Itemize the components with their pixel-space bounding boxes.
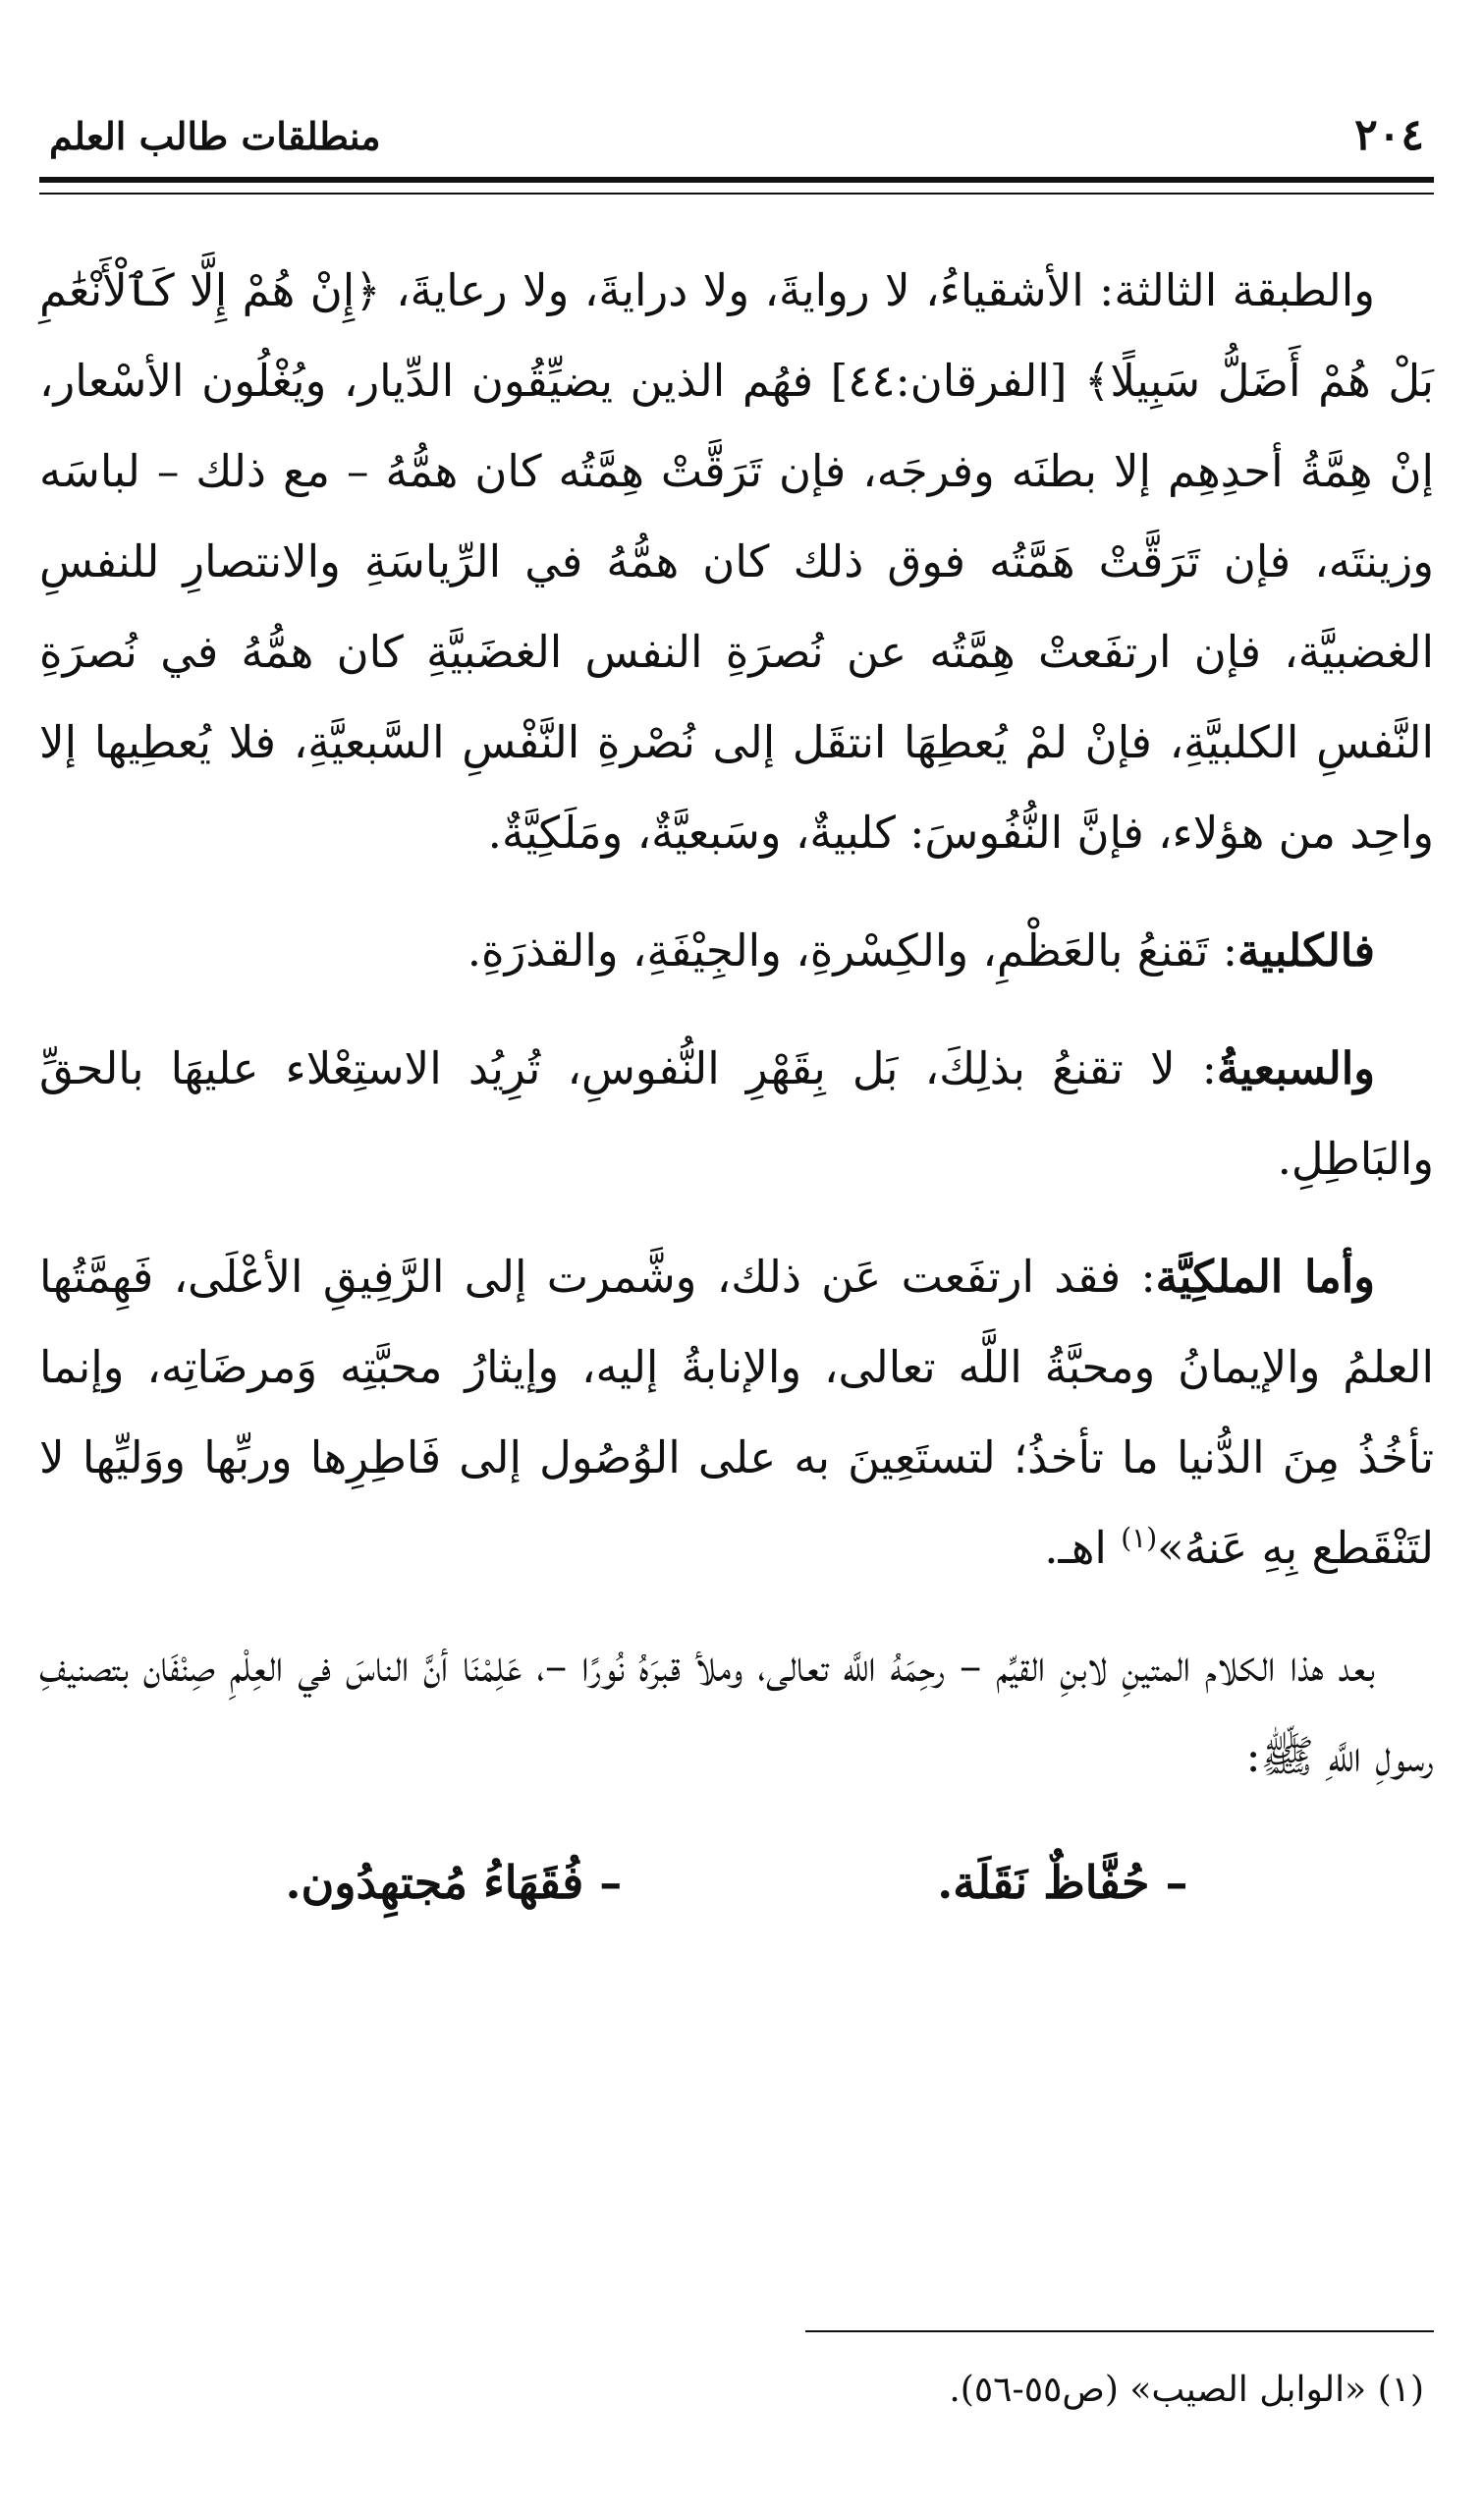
paragraph-malakiya	[39, 1232, 1434, 1593]
footnote: (١) «الوابل الصيب» (ص٥٥-٥٦).	[949, 2370, 1424, 2410]
paragraph-kalbiya	[39, 906, 1434, 996]
paragraph-third-class	[39, 246, 1434, 878]
verse-reference: [الفرقان:٤٤]	[813, 355, 1084, 407]
paragraph-text: اهـ.	[1044, 1522, 1122, 1574]
defined-term: فالكلبية	[1237, 924, 1375, 977]
category-huffaz: – حُفَّاظٌ نَقَلَة.	[937, 1856, 1188, 1909]
paragraph-text: والطبقة الثالثة: الأشقياءُ، لا روايةَ، ولا درايةَ، ولا رعايةَ،	[380, 264, 1375, 316]
footnote-divider	[805, 2330, 1434, 2332]
category-fuqaha: – فُقَهَاءُ مُجتهِدُون.	[285, 1856, 623, 1909]
running-title: منطلقات طالب العلم	[49, 114, 381, 158]
header-rule-thin	[39, 193, 1434, 195]
page-number: ٢٠٤	[1354, 110, 1424, 160]
paragraph-conclusion	[39, 1621, 1434, 1802]
categories-list	[39, 1837, 1434, 1928]
paragraph-text: : تَقنعُ بالعَظْمِ، والكِسْرةِ، والجِيْفَةِ، والقذرَةِ.	[467, 924, 1238, 977]
header-rule-thick	[39, 177, 1434, 183]
page-header	[39, 110, 1434, 179]
book-page	[39, 0, 1434, 2516]
defined-term: والسبعيةُ	[1216, 1042, 1375, 1094]
paragraph-text: : لا تقنعُ بذلِكَ، بَل بِقَهْرِ النُّفوسِ، تُرِيُد الاستِعْلاء عليهَا بالحقِّ والبَاطِلِ.	[39, 1042, 1434, 1185]
defined-term: وأما الملكِيَّة	[1155, 1251, 1375, 1303]
paragraph-text: : فقد ارتفَعت عَن ذلك، وشَّمرت إلى الرَّفِيقِ الأعْلَى، فَهِمَّتُها العلمُ والإيمانُ ومحبَّةُ اللَّه تعالى، والإنابةُ إليه، وإيثارُ محبَّتِه وَمرضَاتِه، وإنما تأخُذُ مِنَ الدُّنيا ما تأخذُ؛ لتستَعِينَ به على الوُصُول إلى فَاطِرِها وربِّها ووَليِّها لا لتَنْقَطع بِهِ عَنهُ»	[39, 1251, 1434, 1574]
quran-verse: ﴿إِنْ هُمْ إِلَّا كَٱلْأَنْعَٰمِ بَلْ هُمْ أَضَلُّ سَبِيلًا﴾	[39, 264, 1434, 407]
footnote-marker: (١)	[1121, 1522, 1158, 1554]
paragraph-text: بعد هذا الكلام المتينِ لابنِ القيِّم – رحِمَهُ اللَّه تعالى، وملأ قبرَهُ نُورًا –، عَلِمْنَا أنَّ الناسَ في العِلْمِ صِنْفَان بتصنيفِ رسولِ اللَّهِ ﷺ:	[39, 1640, 1434, 1782]
paragraph-sabiya	[39, 1024, 1434, 1204]
paragraph-text: فهُم الذين يضيِّقُون الدِّيار، ويُغْلُون الأسْعار، إنْ هِمَّةُ أحدِهِم إلا بطنَه وفرجَه، فإن تَرَقَّتْ هِمَّتُه كان همُّهُ – مع ذلك – لباسَه وزينتَه، فإن تَرَقَّتْ هَمَّتُه فوق ذلك كان همُّهُ في الرِّياسَةِ والانتصارِ للنفسِ الغضبيَّة، فإن ارتفَعتْ هِمَّتُه عن نُصرَةِ النفس الغضَبيَّةِ كان همُّهُ في نُصرَةِ النَّفسِ الكلبيَّةِ، فإنْ لمْ يُعطِهَا انتقَل إلى نُصْرةِ النَّفْسِ السَّبعيَّةِ، فلا يُعطِيها إلا واحِد من هؤلاء، فإنَّ النُّفُوسَ: كلبيةٌ، وسَبعيَّةٌ، ومَلَكِيَّةٌ.	[39, 355, 1434, 859]
main-text	[39, 246, 1434, 1928]
